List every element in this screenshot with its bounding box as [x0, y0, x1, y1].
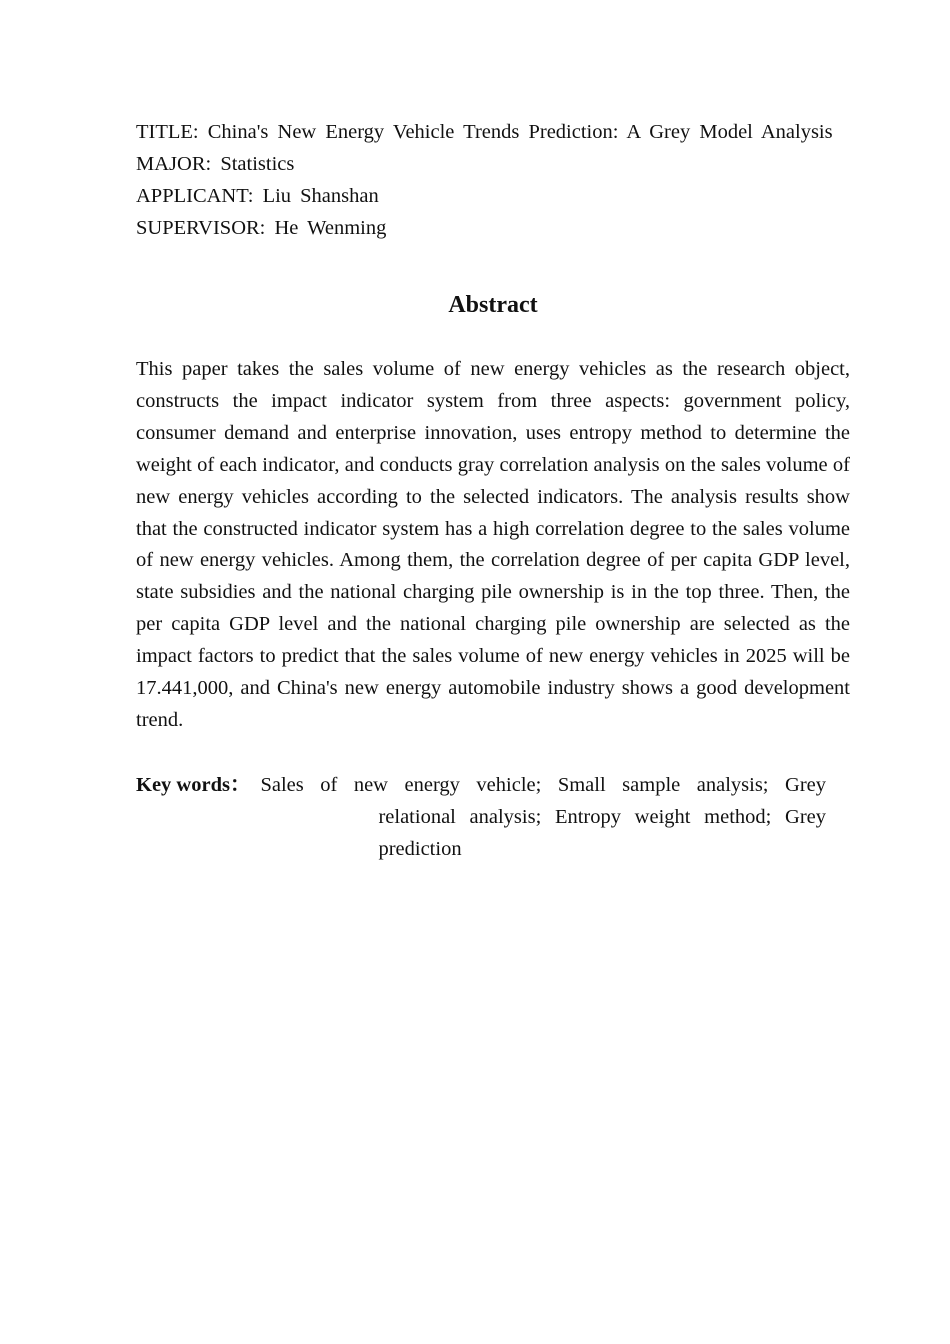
applicant-label: APPLICANT:	[136, 185, 254, 207]
supervisor-value: He Wenming	[274, 217, 387, 239]
abstract-body: This paper takes the sales volume of new energy vehicles as the research object, constructs the impact indicator system from three aspects: government policy, consumer demand and enterprise innovation, uses entropy method to determine the weight of each indicator, and conducts gray correlation analysis on the sales volume of new energy vehicles according to the selected indicators. The analysis results show that the constructed indicator system has a high correlation degree to the sales volume of new energy vehicles. Among them, the correlation degree of per capita GDP level, state subsidies and the national charging pile ownership is in the top three. Then, the per capita GDP level and the national charging pile ownership are selected as the impact factors to predict that the sales volume of new energy vehicles in 2025 will be 17.441,000, and China's new energy automobile industry shows a good development trend.	[136, 358, 850, 731]
supervisor-label: SUPERVISOR:	[136, 217, 266, 239]
major-label: MAJOR:	[136, 153, 212, 175]
title-label: TITLE:	[136, 121, 199, 143]
thesis-title: China's New Energy Vehicle Trends Prediction: A Grey Model Analysis	[207, 121, 833, 143]
keywords-block	[136, 769, 826, 865]
abstract-heading: Abstract	[448, 292, 538, 318]
applicant-line	[136, 180, 850, 212]
major-value: Statistics	[220, 153, 295, 175]
major-line	[136, 148, 850, 180]
title-line	[136, 116, 850, 148]
supervisor-line	[136, 212, 850, 244]
keywords-text: Sales of new energy vehicle; Small sample analysis; Grey relational analysis; Entropy weight method; Grey prediction	[260, 773, 826, 860]
keywords-label: Key words：	[136, 773, 251, 796]
document-page	[136, 116, 850, 865]
applicant-value: Liu Shanshan	[262, 185, 379, 207]
